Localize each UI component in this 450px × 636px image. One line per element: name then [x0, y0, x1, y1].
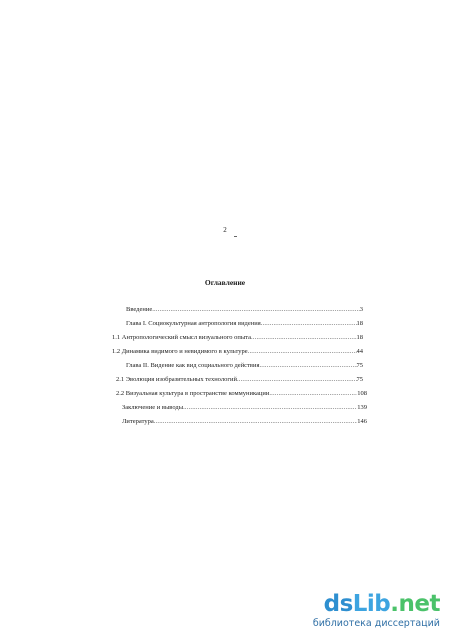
toc-entry-chapter-2[interactable] [126, 361, 363, 371]
toc-entry-page: 18 [356, 334, 363, 341]
toc-entry-page: 18 [356, 320, 363, 327]
toc-leader [269, 389, 357, 399]
logo-net-text: .net [390, 591, 440, 617]
toc-entry-page: 146 [357, 418, 367, 425]
dslib-subtitle: библиотека диссертаций [312, 618, 440, 629]
toc-leader [251, 333, 357, 343]
toc-leader [248, 347, 357, 357]
toc-leader [152, 305, 360, 315]
toc-entry-introduction[interactable] [126, 305, 363, 315]
toc-entry-section-1-2[interactable] [112, 347, 363, 357]
toc-entry-section-2-1[interactable] [116, 375, 363, 385]
page-number: 2 [223, 226, 227, 234]
toc-entry-title: Глава I. Социокультурная антропология видения [126, 320, 261, 327]
toc-leader [154, 417, 358, 427]
toc-entry-title: Введение [126, 306, 153, 313]
dslib-watermark [312, 591, 440, 631]
toc-entry-section-1-1[interactable] [112, 333, 363, 343]
toc-leader [261, 319, 357, 329]
toc-entry-title: 1.1 Антропологический смысл визуального опыта [112, 334, 251, 341]
toc-entry-section-2-2[interactable] [116, 389, 367, 399]
toc-entry-title: Литература [122, 418, 154, 425]
toc-leader [183, 403, 357, 413]
toc-entry-chapter-1[interactable] [126, 319, 363, 329]
toc-entry-page: 75 [356, 376, 363, 383]
toc-entry-page: 108 [357, 390, 367, 397]
page-number-mark [234, 236, 237, 237]
toc-entry-title: 2.2 Визуальная культура в пространстве коммуникации [116, 390, 270, 397]
toc-entry-title: Заключение и выводы [122, 404, 184, 411]
toc-entry-page: 139 [357, 404, 367, 411]
toc-heading: Оглавление [204, 278, 246, 287]
toc-entry-page: 44 [356, 348, 363, 355]
toc-entry-literature[interactable] [122, 417, 367, 427]
dslib-logo [324, 591, 440, 617]
toc-leader [237, 375, 357, 385]
logo-lib-text: Lib [352, 591, 391, 617]
toc-entry-title: 1.2 Динамика видимого и невидимого в культуре [112, 348, 248, 355]
toc-entry-title: 2.1 Эволюция изобразительных технологий [116, 376, 237, 383]
toc-entry-title: Глава II. Видение как вид социального действия [126, 362, 260, 369]
toc-leader [259, 361, 356, 371]
toc-entry-page: 75 [356, 362, 363, 369]
toc-entry-page: 3 [359, 306, 363, 313]
toc-entry-conclusion[interactable] [122, 403, 367, 413]
logo-ds-text: ds [323, 591, 353, 617]
